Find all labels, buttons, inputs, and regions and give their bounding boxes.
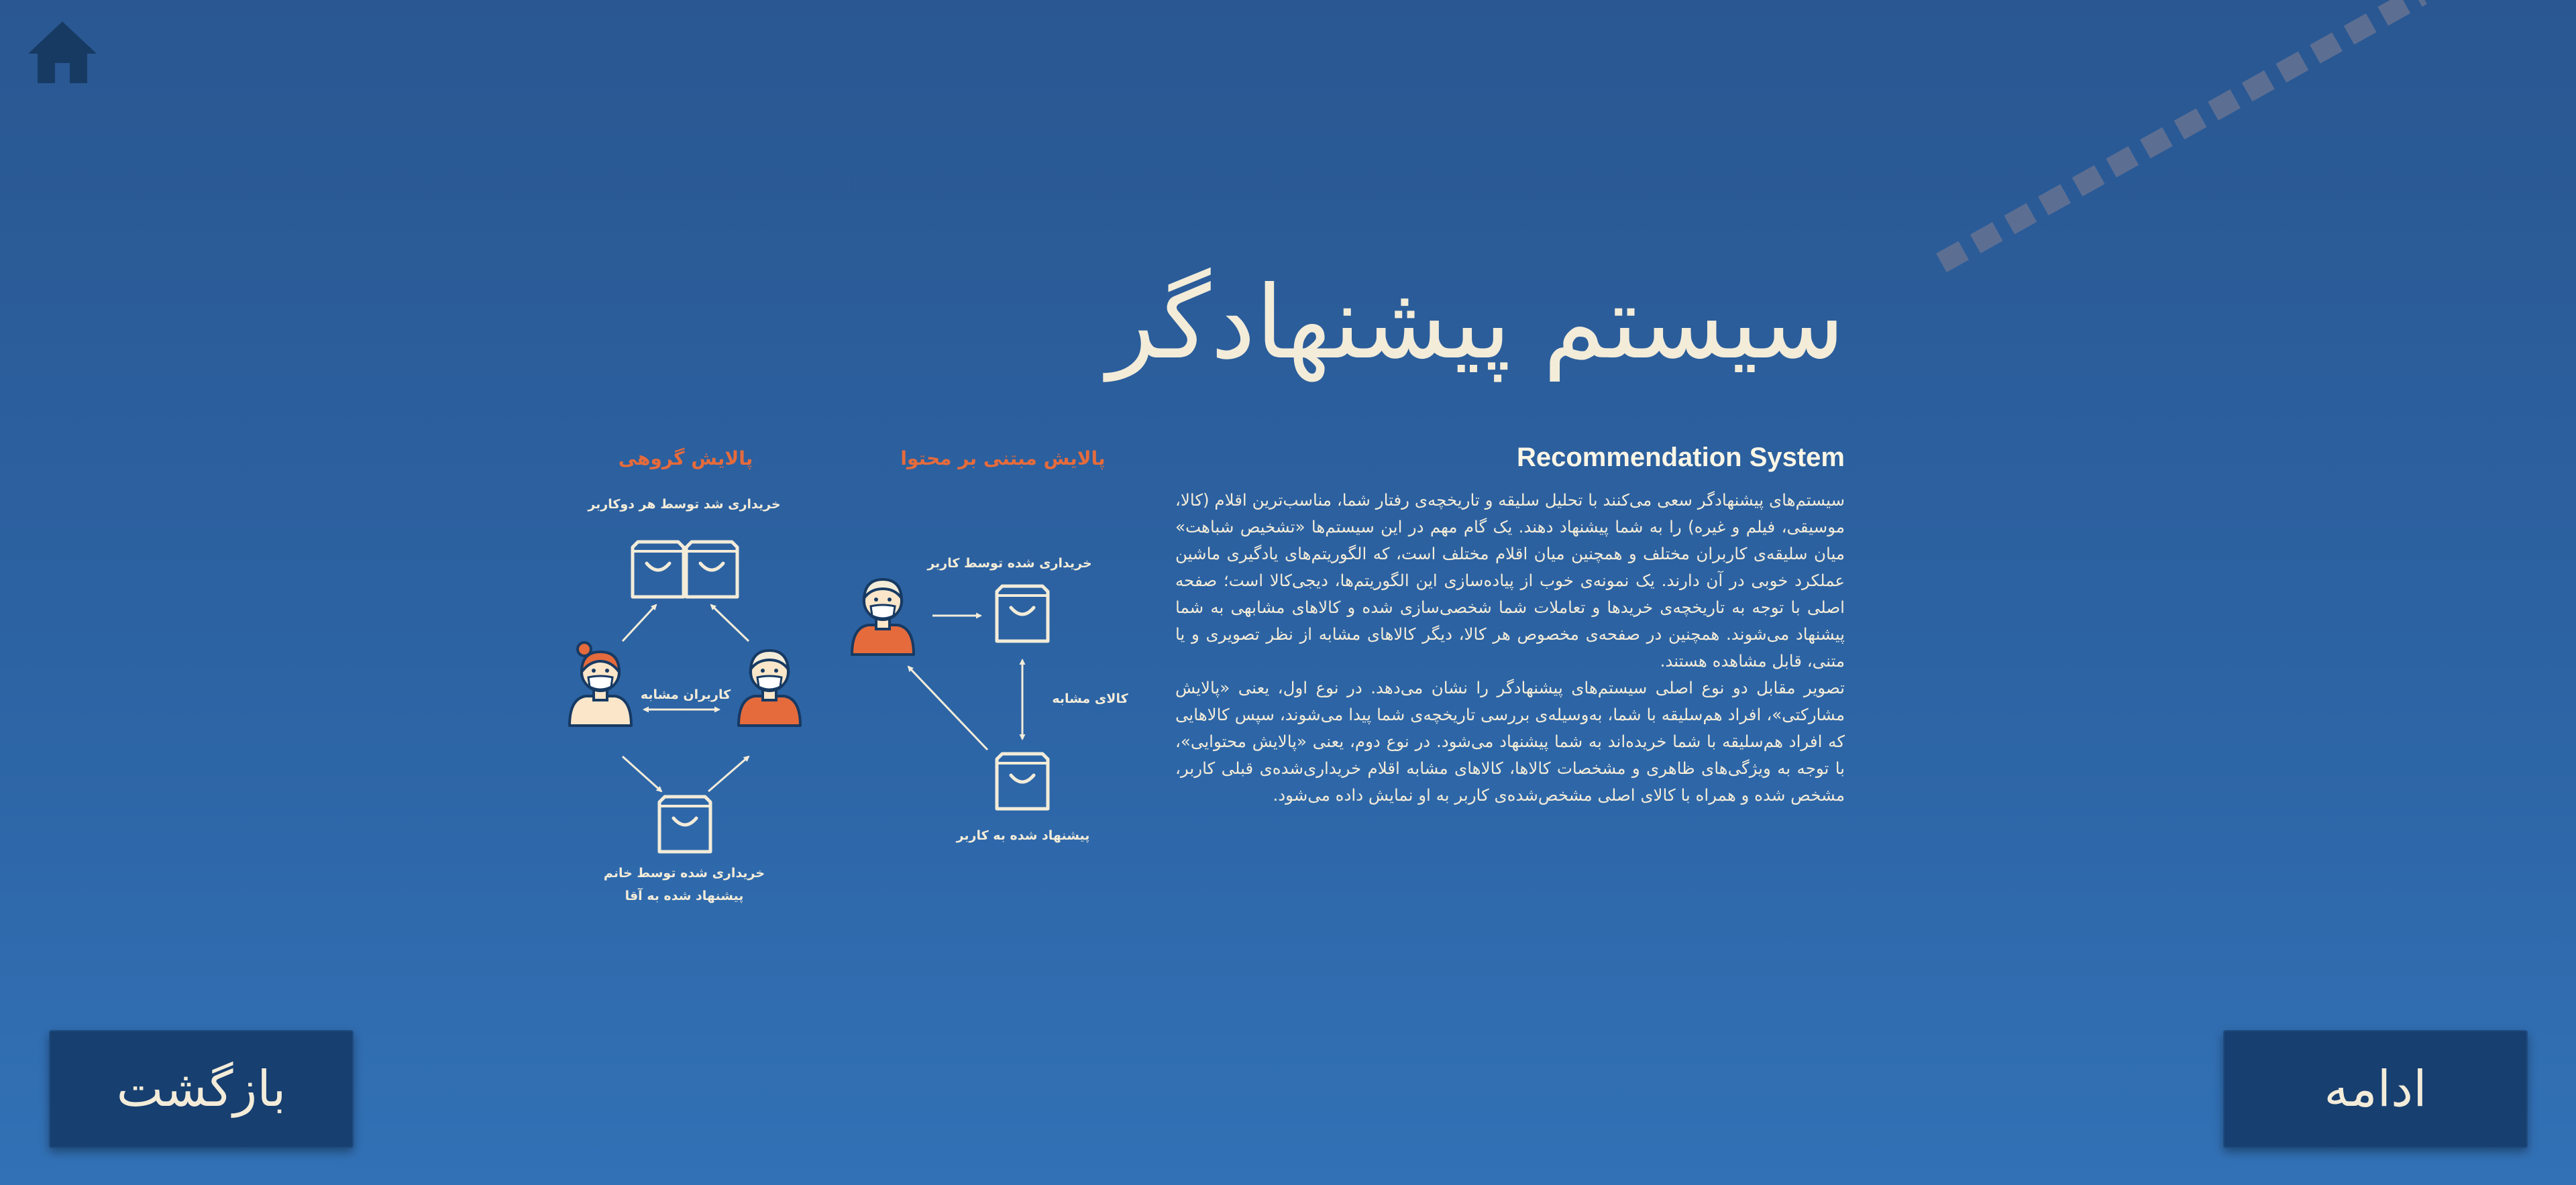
collaborative-top-label: خریداری شد توسط هر دوکاربر xyxy=(588,497,781,512)
page-title: سیستم پیشنهادگر xyxy=(1107,265,1845,382)
collaborative-heading: پالایش گروهی xyxy=(618,447,753,469)
user-icon xyxy=(739,651,800,726)
collaborative-bottom-label-1: خریداری شده توسط خانم xyxy=(603,866,765,881)
shopping-bag-icon xyxy=(686,542,737,597)
description xyxy=(1175,487,1845,809)
content-side-label: کالای مشابه xyxy=(1052,691,1128,706)
collaborative-bottom-label-2: پیشنهاد شده به آقا xyxy=(625,889,744,903)
description-paragraph: تصویر مقابل دو نوع اصلی سیستم‌های پیشنهادگر را نشان می‌دهد. در نوع اول، یعنی «پالایش مشارکتی»، افراد هم‌سلیقه با شما، به‌وسیله‌ی بررسی تاریخچه‌ی شما پیدا می‌شوند، سپس کالاهایی که افراد هم‌سلیقه با شما خریده‌اند به شما پیشنهاد می‌شود. در نوع دوم، یعنی «پالایش محتوایی»، با توجه به ویژگی‌های ظاهری و مشخصات کالاها، کالاهای مشابه اقلام خریداری‌شده‌ی قبلی کاربر، مشخص شده و همراه با کالای اصلی مشخص‌شده‌ی کاربر به او نمایش داده می‌شود. xyxy=(1175,678,1845,805)
content-heading: پالایش مبتنی بر محتوا xyxy=(900,447,1106,469)
user-icon xyxy=(852,579,914,655)
content-bottom-label: پیشنهاد شده به کاربر xyxy=(956,828,1090,843)
home-button[interactable] xyxy=(25,19,99,86)
home-icon[interactable] xyxy=(25,19,99,86)
recommendation-diagram xyxy=(550,436,1147,919)
shopping-bag-icon xyxy=(633,542,684,597)
description-paragraph: سیستم‌های پیشنهادگر سعی می‌کنند با تحلیل سلیقه و تاریخچه‌ی رفتار شما، مناسب‌ترین اقلام (کالا، موسیقی، فیلم و غیره) را به شما پیشنهاد دهند. یک گام مهم در این سیستم‌ها «تشخیص شباهت» میان سلیقه‌ی کاربران مختلف و همچنین میان اقلام مختلف است، که الگوریتم‌های یادگیری ماشین عملکرد خوبی در آن دارند. یک نمونه‌ی خوب از پیاده‌سازی این الگوریتم‌ها، دیجی‌کالا است؛ صفحه اصلی با توجه به تاریخچه‌ی خریدها و تعاملات شما شخصی‌سازی شده و کالاهای مشابهی به شما پیشنهاد می‌شوند. همچنین در صفحه‌ی مخصوص هر کالا، دیگر کالاهای مشابه از نظر تصویری و یا متنی، قابل مشاهده هستند. xyxy=(1175,490,1845,671)
decorative-dashed-line xyxy=(1932,0,2428,275)
content-top-label: خریداری شده توسط کاربر xyxy=(927,556,1092,571)
user-icon xyxy=(570,642,631,726)
back-button[interactable]: بازگشت xyxy=(49,1030,354,1148)
shopping-bag-icon xyxy=(997,754,1048,809)
collaborative-middle-label: کاربران مشابه xyxy=(640,687,731,702)
continue-button[interactable]: ادامه xyxy=(2223,1030,2528,1148)
page-subtitle: Recommendation System xyxy=(1516,443,1845,472)
shopping-bag-icon xyxy=(997,586,1048,641)
shopping-bag-icon xyxy=(659,797,710,852)
